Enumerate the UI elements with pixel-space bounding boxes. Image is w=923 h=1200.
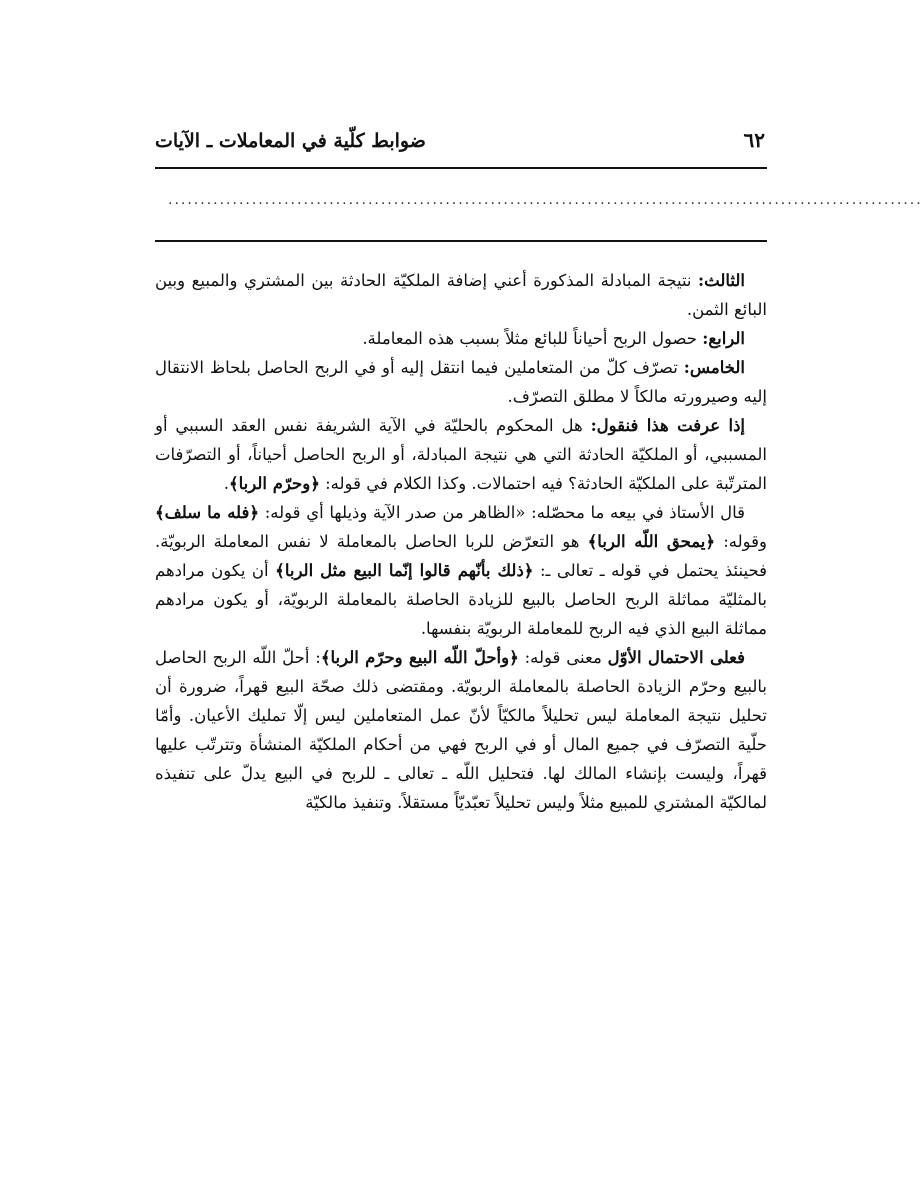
body-text — [155, 266, 767, 817]
paragraph-text: هل المحكوم بالحليّة في الآية الشريفة نفس العقد السببي أو المسببي، أو الملكيّة الحادثة التي هي نتيجة المبادلة، أو الربح الحاصل أحياناً، أو التصرّفات المترتّبة على الملكيّة الحادثة؟ فيه احتمالات. وكذا الكلام في قوله: — [155, 416, 767, 493]
paragraph-lead: فعلى الاحتمال الأوّل — [607, 648, 746, 667]
quran-quote: ﴿يمحق اللّه الربا﴾ — [587, 532, 716, 551]
paragraph-text: أن يكون مرادهم بالمثليّة مماثلة الربح الحاصل بالبيع للزيادة الحاصلة بالمعاملة الربويّة، أو يكون مرادهم مماثلة البيع الذي فيه الربح للمعاملة الربويّة بنفسها. — [155, 561, 767, 638]
paragraph-text: قال الأستاذ في بيعه ما محصّله: «الظاهر من صدر الآية وذيلها أي قوله: — [259, 503, 745, 522]
dotted-divider: ..................................................................................................................... — [168, 192, 923, 208]
paragraph-lead: الخامس: — [683, 358, 745, 377]
paragraph-text: حصول الربح أحياناً للبائع مثلاً بسبب هذه المعاملة. — [362, 329, 703, 348]
quran-quote: ﴿وأحلّ اللّه البيع وحرّم الربا﴾ — [320, 648, 519, 667]
paragraph-text: نتيجة المبادلة المذكورة أعني إضافة الملكيّة الحادثة بين المشتري والمبيع وبين البائع الثمن. — [155, 271, 767, 319]
running-title: ضوابط كلّية في المعاملات ـ الآيات — [155, 130, 426, 152]
quran-quote: ﴿ذلك بأنّهم قالوا إنّما البيع مثل الربا﴾ — [275, 561, 534, 580]
paragraph-fifth — [155, 353, 767, 411]
page-number: ٦٢ — [743, 128, 765, 152]
paragraph-text: معنى قوله: — [518, 648, 608, 667]
paragraph-text: : أحلّ اللّه الربح الحاصل بالبيع وحرّم الزيادة الحاصلة بالمعاملة الربويّة. ومقتضى ذلك صحّة البيع قهراً، ضرورة أن تحليل نتيجة المعاملة ليس تحليلاً مالكيّاً لأنّ عمل المتعاملين ليس إلّا تمليك الأعيان. وأمّا حلّية التصرّف في جميع المال أو في الربح فهي من أحكام الملكيّة المنشأة وتترتّب عليها قهراً، وليست بإنشاء المالك لها. فتحليل اللّه ـ تعالى ـ للربح في البيع يدلّ على تنفيذه لمالكيّة المشتري للمبيع مثلاً وليس تحليلاً تعبّديّاً مستقلاً. وتنفيذ مالكيّة — [155, 648, 767, 812]
paragraph-lead: الرابع: — [702, 329, 745, 348]
paragraph-fourth — [155, 324, 767, 353]
quran-quote: ﴿وحرّم الربا﴾ — [228, 474, 320, 493]
paragraph-text: تصرّف كلّ من المتعاملين فيما انتقل إليه أو في الربح الحاصل بلحاظ الانتقال إليه وصيرورته مالكاً لا مطلق التصرّف. — [155, 358, 767, 406]
separator-rule — [155, 240, 767, 242]
page-header — [155, 128, 765, 162]
paragraph-lead: الثالث: — [698, 271, 745, 290]
paragraph-argument — [155, 411, 767, 498]
paragraph-lead: إذا عرفت هذا فنقول: — [590, 416, 745, 435]
header-rule — [155, 167, 767, 169]
paragraph-text: هو التعرّض للربا الحاصل بالمعاملة لا نفس المعاملة الربويّة. فحينئذ يحتمل في قوله ـ تعالى ـ: — [155, 532, 767, 580]
paragraph-third — [155, 266, 767, 324]
quran-quote: ﴿فله ما سلف﴾ — [155, 503, 260, 522]
paragraph-text: . — [223, 474, 229, 493]
paragraph-first-possibility — [155, 643, 767, 817]
paragraph-text: وقوله: — [715, 532, 768, 551]
paragraph-teacher-quote — [155, 498, 767, 643]
